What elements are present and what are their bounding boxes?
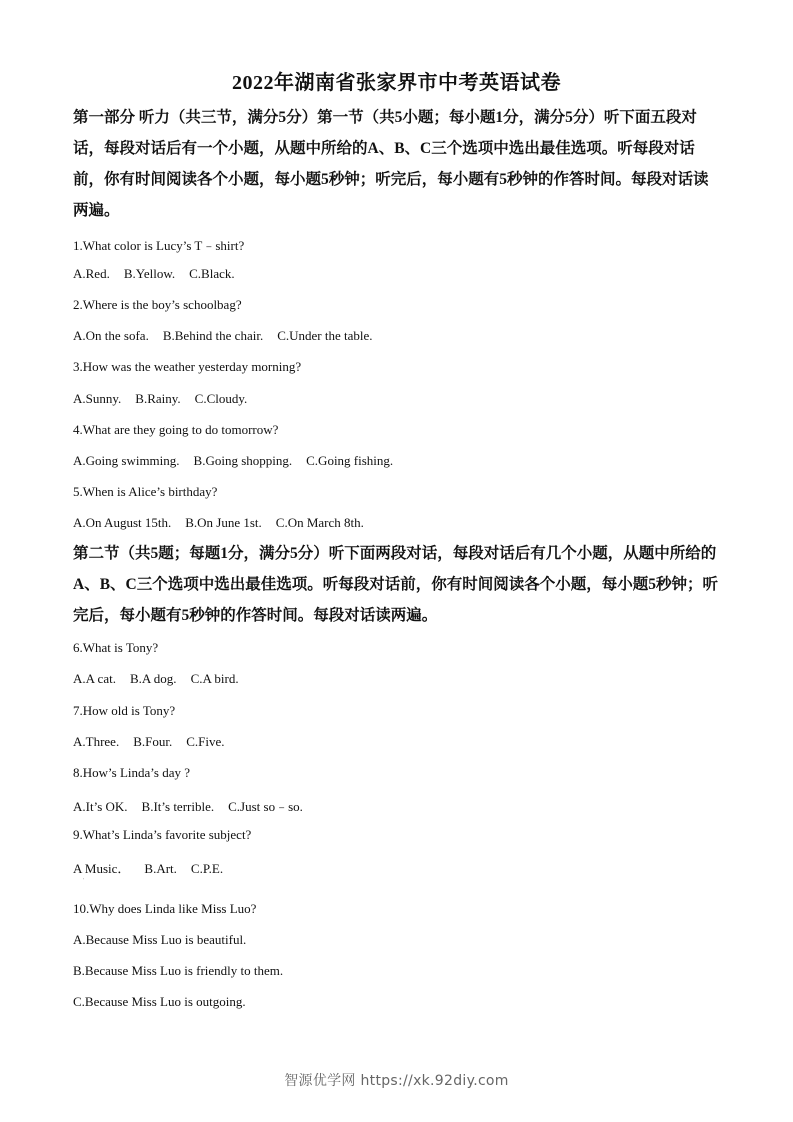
question-8: 8.How’s Linda’s day ? — [73, 765, 190, 780]
option: C.A bird. — [190, 671, 239, 686]
question-4-options — [73, 453, 407, 469]
question-5-options — [73, 515, 378, 531]
option: A.On August 15th. — [73, 515, 172, 530]
option: A Music． — [73, 861, 131, 876]
question-1-options — [73, 266, 249, 282]
question-6: 6.What is Tony? — [73, 640, 159, 655]
option: B.Four. — [133, 734, 173, 749]
option: A.Red. — [73, 266, 110, 281]
question-2: 2.Where is the boy’s schoolbag? — [73, 297, 242, 312]
question-10-option-a: A.Because Miss Luo is beautiful. — [73, 932, 247, 947]
part1-instructions: 第一部分 听力（共三节，满分5分）第一节（共5小题；每小题1分，满分5分）听下面五段对话，每段对话后有一个小题，从题中所给的A、B、C三个选项中选出最佳选项。听每段对话前，你有时间阅读各个小题，每小题5秒钟；听完后，每小题有5秒钟的作答时间。每段对话读两遍。 — [73, 109, 709, 219]
option: C.Going fishing. — [306, 453, 394, 468]
option: A.It’s OK. — [73, 799, 128, 814]
option: B.Going shopping. — [193, 453, 293, 468]
option: C.Five. — [186, 734, 225, 749]
option: B.A dog. — [129, 671, 177, 686]
question-10: 10.Why does Linda like Miss Luo? — [73, 901, 257, 916]
question-5: 5.When is Alice’s birthday? — [73, 484, 218, 499]
option: B.Rainy. — [135, 391, 181, 406]
question-1: 1.What color is Lucy’s T﹣shirt? — [73, 238, 245, 253]
option: B.On June 1st. — [185, 515, 262, 530]
question-9: 9.What’s Linda’s favorite subject? — [73, 827, 252, 842]
option: C.On March 8th. — [275, 515, 364, 530]
stray-mark: ' — [83, 878, 85, 884]
question-4: 4.What are they going to do tomorrow? — [73, 422, 279, 437]
question-3-options — [73, 391, 261, 407]
question-3: 3.How was the weather yesterday morning? — [73, 359, 302, 374]
question-2-options — [73, 328, 387, 344]
option: A.Sunny. — [73, 391, 122, 406]
option: C.Cloudy. — [194, 391, 248, 406]
footer-watermark: 智源优学网 https://xk.92diy.com — [284, 1073, 509, 1089]
option: B.Behind the chair. — [162, 328, 264, 343]
option: A.Three. — [73, 734, 120, 749]
question-7-options — [73, 734, 239, 750]
option: C.Just so﹣so. — [228, 799, 303, 814]
option: B.Yellow. — [123, 266, 176, 281]
question-9-options — [73, 858, 237, 877]
option: B.It’s terrible. — [141, 799, 215, 814]
question-7: 7.How old is Tony? — [73, 703, 176, 718]
option: A.A cat. — [73, 671, 116, 686]
option: A.On the sofa. — [73, 328, 149, 343]
question-8-options — [73, 796, 317, 815]
section2-instructions: 第二节（共5题；每题1分，满分5分）听下面两段对话，每段对话后有几个小题，从题中所给的A、B、C三个选项中选出最佳选项。听每段对话前，你有时间阅读各个小题，每小题5秒钟；听完后，每小题有5秒钟的作答时间。每段对话读两遍。 — [73, 545, 718, 624]
question-10-option-c: C.Because Miss Luo is outgoing. — [73, 994, 246, 1009]
option: A.Going swimming. — [73, 453, 180, 468]
option: C.Black. — [189, 266, 235, 281]
option: C.Under the table. — [277, 328, 373, 343]
option: C.P.E. — [190, 861, 224, 876]
exam-title: 2022年湖南省张家界市中考英语试卷 — [232, 72, 561, 94]
option: B.Art. — [144, 861, 177, 876]
question-10-option-b: B.Because Miss Luo is friendly to them. — [73, 963, 284, 978]
question-6-options — [73, 671, 253, 687]
